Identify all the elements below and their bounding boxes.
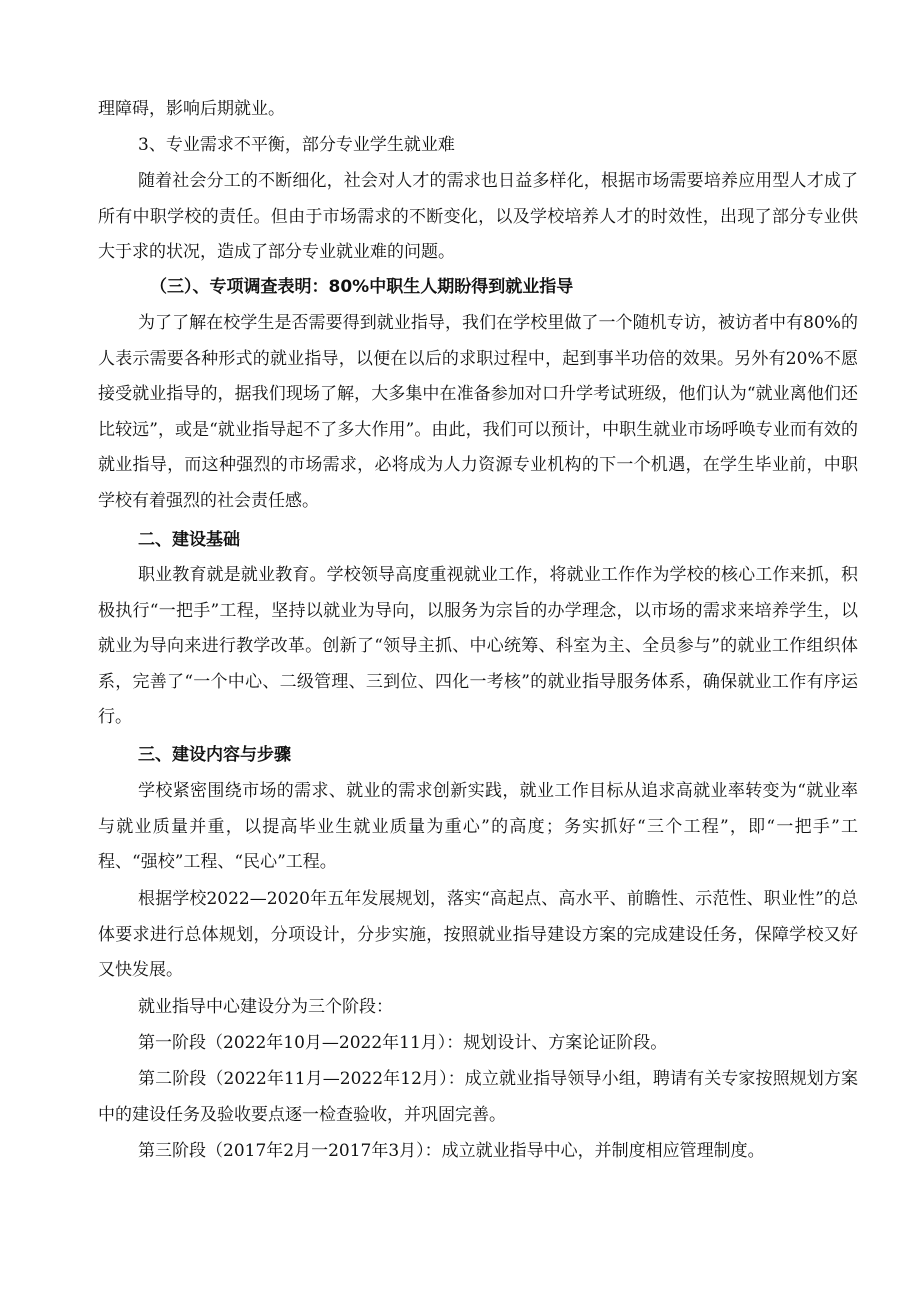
paragraph-stage-two: 第二阶段（2022年11月—2022年12月）：成立就业指导领导小组，聘请有关专家按照规划方案中的建设任务及验收要点逐一检查验收，并巩固完善。 [98,1069,858,1125]
paragraph-market-demand: 学校紧密围绕市场的需求、就业的需求创新实践，就业工作目标从追求高就业率转变为“就业率与就业质量并重，以提高毕业生就业质量为重心”的高度；务实抓好“三个工程”，即“一把手”工程、“强校”工程、“民心”工程。 [98,781,858,872]
paragraph-survey: 为了了解在校学生是否需要得到就业指导，我们在学校里做了一个随机专访，被访者中有80%的人表示需要各种形式的就业指导，以便在以后的求职过程中，起到事半功倍的效果。另外有20%不愿接受就业指导的，据我们现场了解，大多集中在准备参加对口升学考试班级，他们认为“就业离他们还比较远”，或是“就业指导起不了多大作用”。由此，我们可以预计，中职生就业市场呼唤专业而有效的就业指导，而这种强烈的市场需求，必将成为人力资源专业机构的下一个机遇，在学生毕业前，中职学校有着强烈的社会责任感。 [98,313,858,511]
paragraph-stage-three: 第三阶段（2017年2月一2017年3月）：成立就业指导中心，并制度相应管理制度。 [138,1141,765,1161]
paragraph-stage-one: 第一阶段（2022年10月—2022年11月）：规划设计、方案论证阶段。 [138,1033,668,1053]
paragraph-subheading-3: 3、专业需求不平衡，部分专业学生就业难 [138,135,455,155]
paragraph-foundation: 职业教育就是就业教育。学校领导高度重视就业工作，将就业工作作为学校的核心工作来抓，积极执行“一把手”工程，坚持以就业为导向，以服务为宗旨的办学理念，以市场的需求来培养学生，以就业为导向来进行教学改革。创新了“领导主抓、中心统筹、科室为主、全员参与”的就业工作组织体系，完善了“一个中心、二级管理、三到位、四化一考核”的就业指导服务体系，确保就业工作有序运行。 [98,565,858,727]
paragraph-three-stages: 就业指导中心建设分为三个阶段： [138,997,393,1017]
section-heading-survey: （三）、专项调查表明：80%中职生人期盼得到就业指导 [150,277,574,297]
section-heading-foundation: 二、建设基础 [138,530,240,550]
paragraph-continuation: 理障碍，影响后期就业。 [98,99,285,119]
paragraph-social-division: 随着社会分工的不断细化，社会对人才的需求也日益多样化，根据市场需要培养应用型人才成了所有中职学校的责任。但由于市场需求的不断变化，以及学校培养人才的时效性，出现了部分专业供大于求的状况，造成了部分专业就业难的问题。 [98,171,858,262]
section-heading-content-steps: 三、建设内容与步骤 [138,745,291,765]
paragraph-five-year-plan: 根据学校2022—2020年五年发展规划，落实“高起点、高水平、前瞻性、示范性、职业性”的总体要求进行总体规划，分项设计，分步实施，按照就业指导建设方案的完成建设任务，保障学校又好又快发展。 [98,889,858,980]
